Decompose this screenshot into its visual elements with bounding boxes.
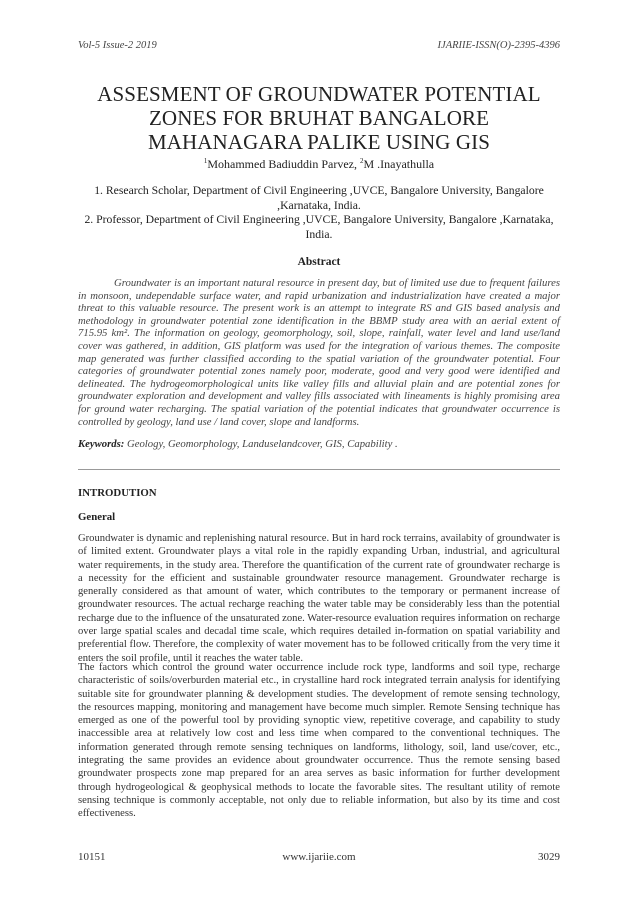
abstract-heading: Abstract: [297, 256, 341, 268]
section-divider: [78, 469, 560, 470]
footer-id: 10151: [78, 851, 106, 863]
paragraph-1: Groundwater is dynamic and replenishing natural resource. But in hard rock terrains, availabity of groundwater is of limited extent. Groundwater plays a vital role in the rapidly expanding Urban, industrial, and agricultural water requirements, in the study area. Therefore the quantification of the current rate of groundwater recharge is a necessity for the efficient and sustainable groundwater resource management. Groundwater recharge is generally considered as that amount of water, which contributes to the temporary or permanent increase of groundwater resources. The actual recharge reaching the water table may be considerably less than the potential recharge due to the influence of the unsaturated zone. Water-resource evaluation requires information on recharge over large spatial scales and decadal time scale, which requires detailed in-formation on spatial variability and preferential flow. Therefore, the complexity of water movement has to be followed critically from the very time it enters the soil profile, until it reaches the water table.: [78, 533, 560, 664]
authors: [80, 157, 558, 172]
keywords-text: Geology, Geomorphology, Landuselandcover, GIS, Capability .: [124, 438, 398, 450]
paragraph-2: The factors which control the ground water occurrence include rock type, landforms and soil type, recharge characteristic of soils/overburden material etc., in crystalline hard rock integrated terrain analysis for identifying suitable site for groundwater planning & development studies. The development of remote sensing technology, the resources mapping, monitoring and management have become much simpler. Remote Sensing technique has emerged as one of the powerful tool by providing synoptic view, repetitive coverage, and capability to study inaccessible area at relatively low cost and less time when compared to the conventional techniques. The information generated through remote sensing techniques on landforms, lithology, soil, land use/cover, etc., integrating the same provides an evidence about groundwater occurrence. Thus the remote sensing based groundwater prospects zone map prepared for an area serves as basic information for further development through hydrogeological & geophysical methods to locate the favorable sites. The resultant utility of remote sensing technique is commonly acceptable, not only due to reliable information, but also by its time and cost effectiveness.: [78, 662, 560, 820]
keywords: [78, 438, 560, 450]
header-issn: IJARIIE-ISSN(O)-2395-4396: [437, 40, 560, 51]
abstract-body: [78, 277, 560, 428]
header-volume: Vol-5 Issue-2 2019: [78, 40, 157, 51]
author1: Mohammed Badiuddin Parvez,: [207, 157, 360, 171]
keywords-label: Keywords:: [78, 438, 125, 450]
affiliations: [78, 184, 560, 242]
section-heading-introduction: INTRODUTION: [78, 487, 157, 499]
author1-sup: 1: [203, 157, 208, 165]
subsection-heading-general: General: [78, 511, 116, 523]
footer-website: www.ijariie.com: [282, 851, 356, 863]
author2: M .Inayathulla: [363, 157, 435, 171]
footer-page-number: 3029: [538, 851, 560, 863]
affiliation-2: 2. Professor, Department of Civil Engineering ,UVCE, Bangalore University, Bangalore ,Karnataka, India.: [84, 213, 554, 241]
author2-sup: 2: [359, 157, 364, 165]
paper-title: ASSESMENT OF GROUNDWATER POTENTIAL ZONES FOR BRUHAT BANGALORE MAHANAGARA PALIKE USING GIS: [97, 82, 541, 154]
abstract-text: Groundwater is an important natural resource in present day, but of limited use due to frequent failures in monsoon, undependable surface water, and rapid urbanization and industrialization have created a major threat to this valuable resource. The present work is an attempt to integrate RS and GIS based analysis and methodology in groundwater potential zone identification in the BBMP study area with an aerial extent of 715.95 km². The information on geology, geomorphology, soil, slope, rainfall, water level and land use/land cover was gathered, in addition, GIS platform was used for the integration of various themes. The composite map generated was further classified according to the spatial variation of the groundwater potential. Four categories of groundwater potential zones namely poor, moderate, good and very good were identified and delineated. The hydrogeomorphological units like valley fills and alluvial plain and are potential zones for groundwater exploration and development and valley fills associated with lineaments is highly promising area for ground water recharging. The spatial variation of the potential indicates that groundwater occurrence is controlled by geology, land use / land cover, slope and landforms.: [78, 277, 560, 428]
affiliation-1: 1. Research Scholar, Department of Civil Engineering ,UVCE, Bangalore University, Bangalore ,Karnataka, India.: [94, 184, 544, 212]
